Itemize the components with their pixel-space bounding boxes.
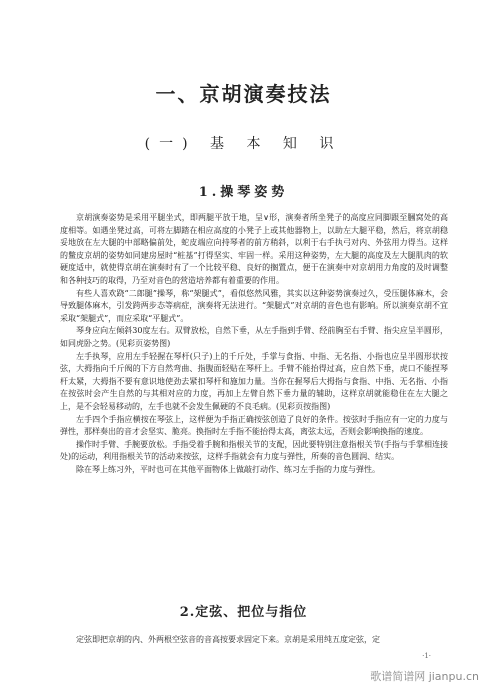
watermark: 歌谱简谱网 jianpu.cn <box>370 670 479 683</box>
section-title: (一) 基 本 知 识 <box>144 136 343 152</box>
chapter-title: 一、京胡演奏技法 <box>155 82 332 106</box>
paragraph: 琴身应向左倾斜30度左右。双臂放松，自然下垂，从左手指到手臂、经前胸至右手臂、指尖应呈半圆形，如同虎卧之势。(见彩页姿势图) <box>60 326 448 348</box>
paragraph-last: 定弦即把京胡的内、外两根空弦音的音高按要求固定下来。京胡是采用纯五度定弦，定 <box>76 635 380 644</box>
paragraph: 除在琴上练习外，平时也可在其他平面物体上做敲打动作、练习左手指的力度与弹性。 <box>76 464 380 474</box>
paragraph: 操作时手臂、手腕要放松。手指受着手腕和指根关节的支配，因此要特别注意指根关节(手指与手掌相连接处)的运动，利用指根关节的活动来按弦，这样手指就会有力度与弹性，所奏的音色圆润、结实。 <box>60 439 448 462</box>
paragraph: 左手执琴，应用左手轻握在琴杆(只子)上的千斤处，手掌与食指、中指、无名指、小指也应呈半圆形状按弦，大拇指向千斤阀的下方自然弯曲、指腹面轻贴在琴杆上。手臂不能抬得过高，应自然下垂，虎口不能捏琴杆太紧，大拇指不要有意识地使劲去紧扣琴杆和施加力量。当你在握琴后大拇指与食指、中指、无名指、小指在按弦时会产生自然的与其相对应的力度，再加上左臂自然下垂力量的辅助，这样京胡就能稳住在左大腿之上，是不会轻易移动的，左手也就不会发生佩硬的不良毛病。(见彩页按指图) <box>60 351 448 411</box>
subsection-title-posture: 1.操琴姿势 <box>198 185 289 200</box>
paragraph: 左手四个手指应横按在琴弦上，这样便为手指正确按弦创造了良好的条件。按弦时手指应有一定的力度与弹性，那样奏出的音才会坚实、脆亮。换指时左手指不能抬得太高，离弦太远，否则会影响换指的速度。 <box>60 414 448 437</box>
paragraph: 有些人喜欢跷“二郎腿”操琴，称“架腿式”，看似悠然风雅，其实以这种姿势演奏过久，受压腿体麻木，会导致腿体麻木，引发跨两步态等病症，演奏将无法进行。“架腿式”对京胡的音色也有影响。所以演奏京胡不宜采取“架腿式”，而应采取“平腿式”。 <box>60 288 448 323</box>
body-text <box>60 212 448 476</box>
page-number: ·1· <box>422 652 431 660</box>
paragraph: 京胡演奏姿势是采用平腿坐式，即两腿平放于地，呈∨形，演奏者所坐凳子的高度应同脚跟至膕窝处的高度相等。如遇坐凳过高，可将左脚踏在相应高度的小凳子上或其他器物上，以助左大腿平稳，然后，将京胡稳妥地放在左大腿的中部略偏前处，蛇皮端应向持琴者的前方稍斜，以利于右手执弓对内、外弦用力得当。这样的鳖皮京胡的姿势如同建房屋时“桩基”打得坚实、牢固一样。采用这种姿势，左大腿的高度及左大腿肌肉的软硬度适中，就使得京胡在演奏时有了一个比较平稳、良好的搁置点，便于在演奏中对京胡用力角度的及时调整和各种技巧的取得，乃至对音色的营造培养都有着重要的作用。 <box>60 213 448 285</box>
subsection-title-tuning: 2.定弦、把位与指位 <box>179 605 308 620</box>
